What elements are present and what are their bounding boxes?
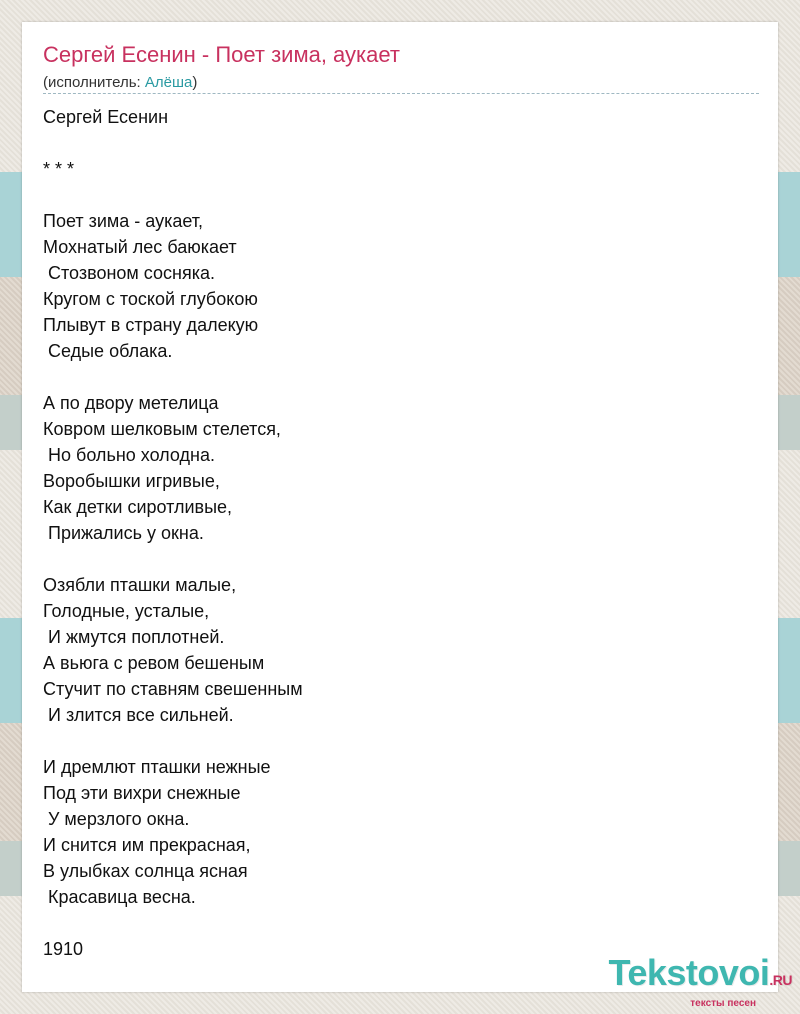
lyric-blank-line (43, 910, 743, 936)
lyric-line: 1910 (43, 939, 84, 959)
lyrics-card (22, 22, 778, 992)
lyric-line: Кругом с тоской глубокою (43, 289, 258, 309)
performer-prefix: (исполнитель: (43, 74, 145, 91)
lyric-line: Сергей Есенин (43, 107, 169, 127)
lyric-line: Под эти вихри снежные (43, 783, 241, 803)
logo-subtitle: тексты песен (690, 998, 756, 1009)
lyric-line: Плывут в страну далекую (43, 315, 259, 335)
lyric-blank-line (43, 728, 743, 754)
lyric-line: Но больно холодна. (43, 445, 215, 465)
lyric-line: Ковром шелковым стелется, (43, 419, 281, 439)
lyric-line: А по двору метелица (43, 393, 219, 413)
performer-line (43, 74, 197, 91)
lyric-line: И злится все сильней. (43, 705, 234, 725)
lyric-line: И дремлют пташки нежные (43, 757, 271, 777)
lyric-line: И жмутся поплотней. (43, 627, 225, 647)
lyric-line: Озябли пташки малые, (43, 575, 237, 595)
lyric-blank-line (43, 130, 743, 156)
logo-wordmark: Tekstovoi (608, 952, 770, 993)
lyric-line: * * * (43, 159, 75, 179)
lyric-line: Как детки сиротливые, (43, 497, 233, 517)
lyric-line: Прижались у окна. (43, 523, 204, 543)
lyric-line: Поет зима - аукает, (43, 211, 204, 231)
lyric-line: В улыбках солнца ясная (43, 861, 248, 881)
lyric-line: И снится им прекрасная, (43, 835, 251, 855)
lyric-blank-line (43, 364, 743, 390)
performer-link[interactable]: Алёша (144, 74, 193, 91)
lyric-blank-line (43, 182, 743, 208)
lyric-blank-line (43, 546, 743, 572)
logo-tld: .RU (769, 972, 792, 988)
lyric-line: У мерзлого окна. (43, 809, 190, 829)
lyric-line: Мохнатый лес баюкает (43, 237, 237, 257)
performer-suffix: ) (192, 74, 198, 91)
lyrics-text (43, 104, 743, 962)
song-title: Сергей Есенин - Поет зима, аукает (43, 42, 400, 67)
lyric-line: Стозвоном сосняка. (43, 263, 215, 283)
title-divider (43, 93, 759, 94)
lyric-line: Красавица весна. (43, 887, 196, 907)
lyric-line: Седые облака. (43, 341, 173, 361)
lyric-line: Воробышки игривые, (43, 471, 220, 491)
lyric-line: Голодные, усталые, (43, 601, 210, 621)
lyric-line: Стучит по ставням свешенным (43, 679, 303, 699)
lyric-line: А вьюга с ревом бешеным (43, 653, 265, 673)
site-logo[interactable] (608, 952, 793, 1009)
